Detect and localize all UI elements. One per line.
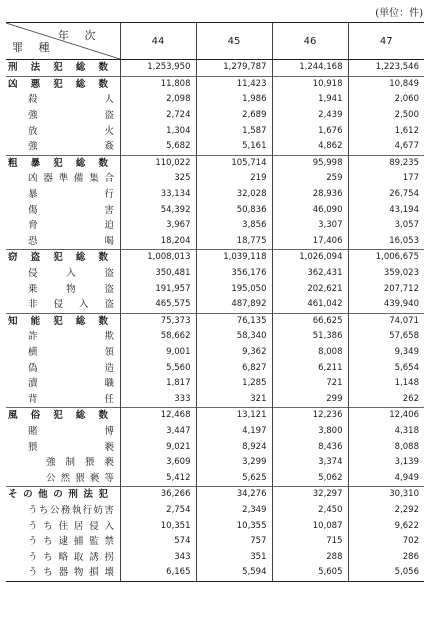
count-cell-45: 11,423 <box>196 76 272 92</box>
table-row <box>6 439 424 455</box>
count-cell-45: 3,856 <box>196 218 272 234</box>
count-cell-47: 43,194 <box>348 202 424 218</box>
count-cell-45: 5,161 <box>196 139 272 155</box>
crime-category-label: その他の刑法犯 <box>8 489 108 501</box>
crime-category-label: 凶器準備集合 <box>28 173 114 185</box>
count-cell-47: 5,654 <box>348 360 424 376</box>
table-row <box>6 218 424 234</box>
crime-category-cell <box>6 360 120 376</box>
crime-category-label: 知能犯総数 <box>8 315 108 327</box>
crime-category-label: 猥褻 <box>28 441 114 453</box>
count-cell-46: 8,008 <box>272 345 348 361</box>
crime-category-label: 乗物盗 <box>28 283 114 295</box>
table-row <box>6 139 424 155</box>
table-row <box>6 234 424 250</box>
count-cell-44: 12,468 <box>120 408 196 424</box>
crime-category-cell <box>6 470 120 486</box>
count-cell-46: 17,406 <box>272 234 348 250</box>
count-cell-44: 574 <box>120 534 196 550</box>
crime-category-label: 強盗 <box>28 110 114 122</box>
count-cell-47: 4,677 <box>348 139 424 155</box>
count-cell-45: 321 <box>196 391 272 407</box>
count-cell-46: 10,918 <box>272 76 348 92</box>
count-cell-47: 89,235 <box>348 155 424 171</box>
count-cell-45: 105,714 <box>196 155 272 171</box>
crime-category-cell <box>6 139 120 155</box>
count-cell-44: 110,022 <box>120 155 196 171</box>
count-cell-47: 286 <box>348 549 424 565</box>
table-row <box>6 297 424 313</box>
count-cell-45: 487,892 <box>196 297 272 313</box>
crime-category-label: 凶悪犯総数 <box>8 78 108 90</box>
count-cell-45: 3,299 <box>196 455 272 471</box>
table-row <box>6 455 424 471</box>
crime-category-cell <box>6 329 120 345</box>
table-row <box>6 518 424 534</box>
year-header-45: 45 <box>196 23 272 60</box>
unit-label: (単位：件) <box>375 8 423 19</box>
count-cell-45: 5,594 <box>196 565 272 581</box>
table-row <box>6 470 424 486</box>
count-cell-47: 2,060 <box>348 92 424 108</box>
crime-category-cell <box>6 518 120 534</box>
crime-category-cell <box>6 487 120 503</box>
crime-category-cell <box>6 187 120 203</box>
count-cell-44: 1,008,013 <box>120 250 196 266</box>
count-cell-44: 5,682 <box>120 139 196 155</box>
count-cell-47: 1,006,675 <box>348 250 424 266</box>
count-cell-47: 207,712 <box>348 281 424 297</box>
table-row <box>6 187 424 203</box>
count-cell-46: 51,386 <box>272 329 348 345</box>
count-cell-46: 10,087 <box>272 518 348 534</box>
crime-category-cell <box>6 123 120 139</box>
crime-category-cell <box>6 202 120 218</box>
crime-category-label: 公然猥褻等 <box>46 472 114 484</box>
count-cell-47: 10,849 <box>348 76 424 92</box>
count-cell-44: 5,412 <box>120 470 196 486</box>
count-cell-45: 32,028 <box>196 187 272 203</box>
count-cell-47: 702 <box>348 534 424 550</box>
crime-category-label: 恐喝 <box>28 235 114 247</box>
count-cell-47: 262 <box>348 391 424 407</box>
count-cell-45: 4,197 <box>196 424 272 440</box>
count-cell-44: 325 <box>120 171 196 187</box>
count-cell-44: 11,808 <box>120 76 196 92</box>
count-cell-46: 3,800 <box>272 424 348 440</box>
count-cell-44: 343 <box>120 549 196 565</box>
count-cell-46: 95,998 <box>272 155 348 171</box>
count-cell-46: 1,244,168 <box>272 60 348 77</box>
crime-category-label: 脅迫 <box>28 220 114 232</box>
crime-category-label: 非侵入盗 <box>28 299 114 311</box>
count-cell-47: 12,406 <box>348 408 424 424</box>
count-cell-44: 9,021 <box>120 439 196 455</box>
count-cell-45: 2,689 <box>196 108 272 124</box>
count-cell-46: 202,621 <box>272 281 348 297</box>
count-cell-44: 36,266 <box>120 487 196 503</box>
crime-category-cell <box>6 234 120 250</box>
count-cell-44: 1,253,950 <box>120 60 196 77</box>
year-axis-label: 年 次 <box>58 29 102 42</box>
crime-category-cell <box>6 503 120 519</box>
count-cell-46: 721 <box>272 376 348 392</box>
crime-category-label: 風俗犯総数 <box>8 410 108 422</box>
table-row <box>6 391 424 407</box>
table-row <box>6 266 424 282</box>
crime-category-label: 背任 <box>28 393 114 405</box>
count-cell-44: 350,481 <box>120 266 196 282</box>
count-cell-46: 715 <box>272 534 348 550</box>
crime-category-cell <box>6 218 120 234</box>
count-cell-45: 5,625 <box>196 470 272 486</box>
count-cell-47: 439,940 <box>348 297 424 313</box>
year-header-47: 47 <box>348 23 424 60</box>
table-row <box>6 408 424 424</box>
count-cell-47: 4,318 <box>348 424 424 440</box>
table-row <box>6 503 424 519</box>
count-cell-46: 299 <box>272 391 348 407</box>
count-cell-44: 5,560 <box>120 360 196 376</box>
count-cell-46: 2,439 <box>272 108 348 124</box>
count-cell-47: 2,500 <box>348 108 424 124</box>
table-row <box>6 155 424 171</box>
crime-category-label: 傷害 <box>28 204 114 216</box>
count-cell-47: 16,053 <box>348 234 424 250</box>
crime-category-label: 暴行 <box>28 189 114 201</box>
crime-category-cell <box>6 391 120 407</box>
count-cell-46: 2,450 <box>272 503 348 519</box>
count-cell-45: 13,121 <box>196 408 272 424</box>
count-cell-46: 1,941 <box>272 92 348 108</box>
count-cell-47: 3,057 <box>348 218 424 234</box>
count-cell-46: 4,862 <box>272 139 348 155</box>
count-cell-45: 219 <box>196 171 272 187</box>
count-cell-44: 6,165 <box>120 565 196 581</box>
crime-category-cell <box>6 424 120 440</box>
count-cell-46: 1,676 <box>272 123 348 139</box>
table-row <box>6 424 424 440</box>
crime-category-cell <box>6 60 120 77</box>
count-cell-47: 57,658 <box>348 329 424 345</box>
crime-category-label: 刑法犯総数 <box>8 62 108 74</box>
count-cell-44: 58,662 <box>120 329 196 345</box>
header-corner-cell <box>6 23 120 60</box>
count-cell-45: 8,924 <box>196 439 272 455</box>
count-cell-44: 3,447 <box>120 424 196 440</box>
count-cell-44: 33,134 <box>120 187 196 203</box>
count-cell-46: 288 <box>272 549 348 565</box>
count-cell-44: 1,304 <box>120 123 196 139</box>
table-body <box>6 60 424 582</box>
count-cell-44: 10,351 <box>120 518 196 534</box>
count-cell-44: 2,754 <box>120 503 196 519</box>
count-cell-45: 1,039,118 <box>196 250 272 266</box>
table-row <box>6 313 424 329</box>
count-cell-45: 351 <box>196 549 272 565</box>
table-row <box>6 123 424 139</box>
crime-category-label: 強姦 <box>28 141 114 153</box>
count-cell-47: 2,292 <box>348 503 424 519</box>
crime-category-cell <box>6 108 120 124</box>
table-row <box>6 329 424 345</box>
table-row <box>6 487 424 503</box>
crime-category-label: 賭博 <box>28 425 114 437</box>
count-cell-45: 18,775 <box>196 234 272 250</box>
crime-category-label: 強制猥褻 <box>46 457 114 469</box>
count-cell-45: 757 <box>196 534 272 550</box>
count-cell-44: 75,373 <box>120 313 196 329</box>
count-cell-46: 46,090 <box>272 202 348 218</box>
count-cell-44: 9,001 <box>120 345 196 361</box>
crime-category-label: うち器物損壊 <box>28 567 114 579</box>
crime-category-cell <box>6 565 120 581</box>
count-cell-45: 10,355 <box>196 518 272 534</box>
count-cell-46: 5,062 <box>272 470 348 486</box>
count-cell-44: 333 <box>120 391 196 407</box>
table-row <box>6 108 424 124</box>
count-cell-47: 1,612 <box>348 123 424 139</box>
table-row <box>6 534 424 550</box>
crime-category-cell <box>6 345 120 361</box>
count-cell-47: 8,088 <box>348 439 424 455</box>
crime-category-cell <box>6 313 120 329</box>
category-axis-label: 罪 種 <box>12 41 56 54</box>
count-cell-47: 9,622 <box>348 518 424 534</box>
count-cell-44: 2,724 <box>120 108 196 124</box>
count-cell-47: 359,023 <box>348 266 424 282</box>
table-row <box>6 171 424 187</box>
count-cell-46: 28,936 <box>272 187 348 203</box>
table-row <box>6 250 424 266</box>
table-row <box>6 549 424 565</box>
count-cell-47: 9,349 <box>348 345 424 361</box>
year-header-46: 46 <box>272 23 348 60</box>
crime-category-cell <box>6 297 120 313</box>
table-row <box>6 60 424 77</box>
count-cell-47: 30,310 <box>348 487 424 503</box>
count-cell-47: 5,056 <box>348 565 424 581</box>
crime-category-cell <box>6 76 120 92</box>
crime-category-cell <box>6 455 120 471</box>
crime-category-cell <box>6 250 120 266</box>
crime-category-cell <box>6 281 120 297</box>
crime-category-cell <box>6 549 120 565</box>
count-cell-45: 2,349 <box>196 503 272 519</box>
crime-category-label: 侵入盗 <box>28 268 114 280</box>
crime-category-label: うち公務執行妨害 <box>28 504 114 516</box>
count-cell-45: 6,827 <box>196 360 272 376</box>
count-cell-47: 3,139 <box>348 455 424 471</box>
count-cell-44: 191,957 <box>120 281 196 297</box>
count-cell-45: 1,986 <box>196 92 272 108</box>
count-cell-44: 18,204 <box>120 234 196 250</box>
count-cell-46: 8,436 <box>272 439 348 455</box>
count-cell-46: 3,307 <box>272 218 348 234</box>
header-row <box>6 23 424 60</box>
count-cell-46: 6,211 <box>272 360 348 376</box>
table-row <box>6 345 424 361</box>
crime-category-cell <box>6 376 120 392</box>
table-row <box>6 376 424 392</box>
table-row <box>6 76 424 92</box>
table-row <box>6 565 424 581</box>
count-cell-45: 9,362 <box>196 345 272 361</box>
crime-category-cell <box>6 266 120 282</box>
count-cell-45: 76,135 <box>196 313 272 329</box>
count-cell-45: 1,279,787 <box>196 60 272 77</box>
crime-category-label: 窃盗犯総数 <box>8 252 108 264</box>
count-cell-46: 12,236 <box>272 408 348 424</box>
crime-category-label: 詐欺 <box>28 331 114 343</box>
crime-category-label: 偽造 <box>28 362 114 374</box>
count-cell-44: 3,967 <box>120 218 196 234</box>
crime-category-cell <box>6 408 120 424</box>
count-cell-46: 362,431 <box>272 266 348 282</box>
table-row <box>6 202 424 218</box>
count-cell-45: 356,176 <box>196 266 272 282</box>
count-cell-47: 1,223,546 <box>348 60 424 77</box>
count-cell-44: 1,817 <box>120 376 196 392</box>
crime-statistics-table <box>6 22 424 582</box>
count-cell-46: 461,042 <box>272 297 348 313</box>
count-cell-44: 3,609 <box>120 455 196 471</box>
count-cell-47: 177 <box>348 171 424 187</box>
count-cell-46: 1,026,094 <box>272 250 348 266</box>
count-cell-45: 58,340 <box>196 329 272 345</box>
count-cell-44: 54,392 <box>120 202 196 218</box>
crime-category-label: うち逮捕監禁 <box>28 536 114 548</box>
crime-category-label: 粗暴犯総数 <box>8 157 108 169</box>
count-cell-45: 34,276 <box>196 487 272 503</box>
count-cell-44: 2,098 <box>120 92 196 108</box>
count-cell-46: 3,374 <box>272 455 348 471</box>
count-cell-45: 195,050 <box>196 281 272 297</box>
count-cell-47: 1,148 <box>348 376 424 392</box>
year-header-44: 44 <box>120 23 196 60</box>
table-row <box>6 92 424 108</box>
count-cell-47: 4,949 <box>348 470 424 486</box>
crime-category-label: うち略取誘拐 <box>28 551 114 563</box>
crime-category-label: 瀆職 <box>28 378 114 390</box>
crime-category-cell <box>6 92 120 108</box>
crime-category-label: 横領 <box>28 346 114 358</box>
count-cell-44: 465,575 <box>120 297 196 313</box>
count-cell-46: 66,625 <box>272 313 348 329</box>
crime-category-cell <box>6 155 120 171</box>
count-cell-47: 74,071 <box>348 313 424 329</box>
count-cell-47: 26,754 <box>348 187 424 203</box>
crime-category-cell <box>6 439 120 455</box>
crime-category-cell <box>6 171 120 187</box>
table-row <box>6 360 424 376</box>
count-cell-45: 1,285 <box>196 376 272 392</box>
crime-category-cell <box>6 534 120 550</box>
count-cell-46: 32,297 <box>272 487 348 503</box>
crime-category-label: うち住居侵入 <box>28 520 114 532</box>
count-cell-45: 1,587 <box>196 123 272 139</box>
count-cell-46: 259 <box>272 171 348 187</box>
count-cell-46: 5,605 <box>272 565 348 581</box>
crime-category-label: 放火 <box>28 125 114 137</box>
count-cell-45: 50,836 <box>196 202 272 218</box>
crime-category-label: 殺人 <box>28 94 114 106</box>
table-row <box>6 281 424 297</box>
